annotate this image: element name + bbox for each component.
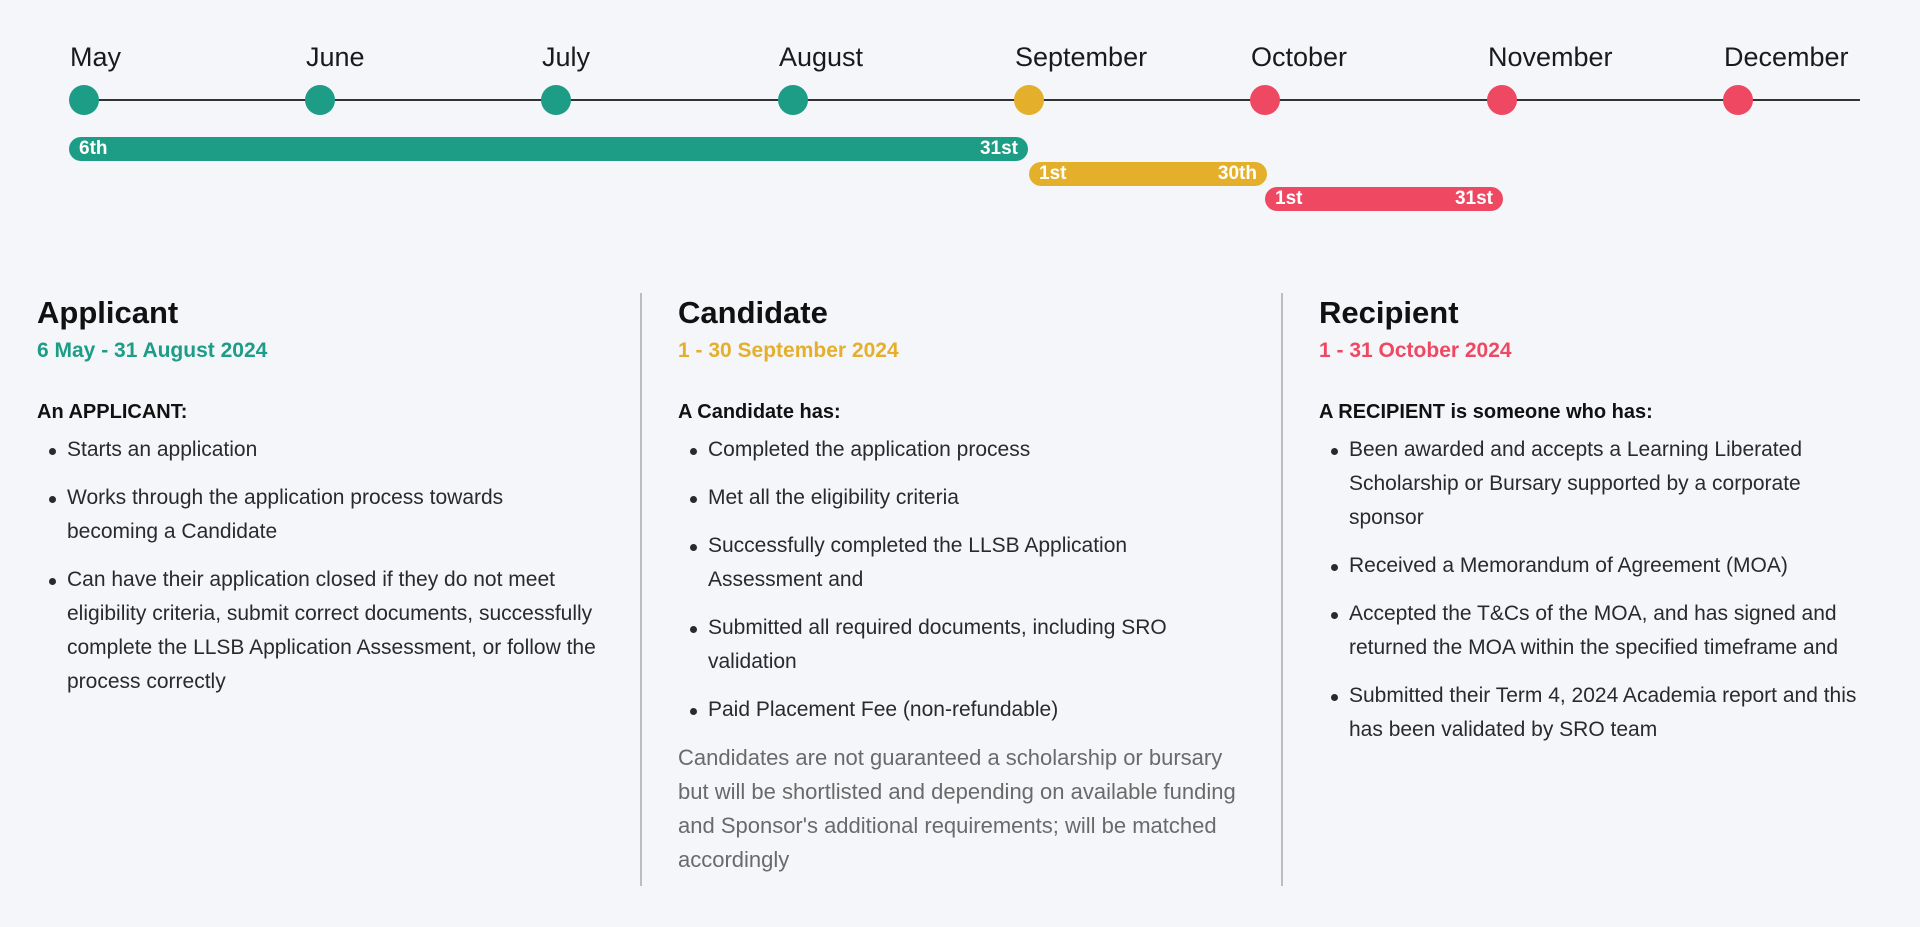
candidate-note: Candidates are not guaranteed a scholarship or bursary but will be shortlisted and depending on available funding and Sponsor's additional requirements; will be matched accordingly xyxy=(678,745,1236,872)
applicant-period-bar xyxy=(69,137,1028,161)
timeline-dot-july xyxy=(541,85,571,115)
recipient-period-bar xyxy=(1265,187,1503,211)
column-divider xyxy=(640,293,642,886)
month-label-september: September xyxy=(1015,42,1148,72)
list-item: Starts an application xyxy=(67,433,597,467)
month-label-may: May xyxy=(70,42,122,72)
candidate-period-bar xyxy=(1029,162,1267,186)
bar-start-label: 1st xyxy=(1039,163,1067,184)
list-item: Submitted all required documents, including SRO validation xyxy=(708,611,1238,679)
recipient-column xyxy=(1319,292,1879,761)
candidate-list xyxy=(678,433,1238,727)
recipient-list xyxy=(1319,433,1879,747)
timeline-dot-november xyxy=(1487,85,1517,115)
list-item: Can have their application closed if they do not meet eligibility criteria, submit correct documents, successfully complete the LLSB Application Assessment, or follow the process correctly xyxy=(67,563,597,699)
candidate-dates: 1 - 30 September 2024 xyxy=(678,339,899,362)
bar-start-label: 1st xyxy=(1275,188,1303,209)
timeline xyxy=(0,0,1920,230)
month-label-august: August xyxy=(779,42,864,72)
timeline-axis xyxy=(84,99,1860,101)
list-item: Works through the application process towards becoming a Candidate xyxy=(67,481,597,549)
timeline-dot-august xyxy=(778,85,808,115)
column-divider xyxy=(1281,293,1283,886)
applicant-dates: 6 May - 31 August 2024 xyxy=(37,339,268,362)
timeline-dot-may xyxy=(69,85,99,115)
recipient-dates: 1 - 31 October 2024 xyxy=(1319,339,1512,362)
applicant-column xyxy=(37,292,597,713)
list-item: Met all the eligibility criteria xyxy=(708,481,1238,515)
timeline-dot-october xyxy=(1250,85,1280,115)
applicant-lead: An APPLICANT: xyxy=(37,401,188,423)
list-item: Successfully completed the LLSB Application Assessment and xyxy=(708,529,1238,597)
list-item: Been awarded and accepts a Learning Liberated Scholarship or Bursary supported by a corporate sponsor xyxy=(1349,433,1879,535)
bar-start-label: 6th xyxy=(79,138,108,159)
candidate-title: Candidate xyxy=(678,295,828,330)
month-label-june: June xyxy=(306,42,365,72)
list-item: Received a Memorandum of Agreement (MOA) xyxy=(1349,549,1879,583)
month-label-november: November xyxy=(1488,42,1613,72)
recipient-title: Recipient xyxy=(1319,295,1459,330)
timeline-dot-september xyxy=(1014,85,1044,115)
month-label-july: July xyxy=(542,42,591,72)
list-item: Accepted the T&Cs of the MOA, and has signed and returned the MOA within the specified timeframe and xyxy=(1349,597,1879,665)
candidate-lead: A Candidate has: xyxy=(678,401,841,423)
bar-end-label: 31st xyxy=(1454,188,1493,209)
list-item: Paid Placement Fee (non-refundable) xyxy=(708,693,1238,727)
applicant-list xyxy=(37,433,597,699)
applicant-title: Applicant xyxy=(37,295,179,330)
candidate-column xyxy=(678,292,1238,877)
month-label-october: October xyxy=(1251,42,1348,72)
timeline-dot-december xyxy=(1723,85,1753,115)
list-item: Submitted their Term 4, 2024 Academia report and this has been validated by SRO team xyxy=(1349,679,1879,747)
recipient-lead: A RECIPIENT is someone who has: xyxy=(1319,401,1653,423)
bar-end-label: 31st xyxy=(979,138,1018,159)
timeline-dot-june xyxy=(305,85,335,115)
bar-end-label: 30th xyxy=(1217,163,1257,184)
list-item: Completed the application process xyxy=(708,433,1238,467)
month-label-december: December xyxy=(1724,42,1849,72)
